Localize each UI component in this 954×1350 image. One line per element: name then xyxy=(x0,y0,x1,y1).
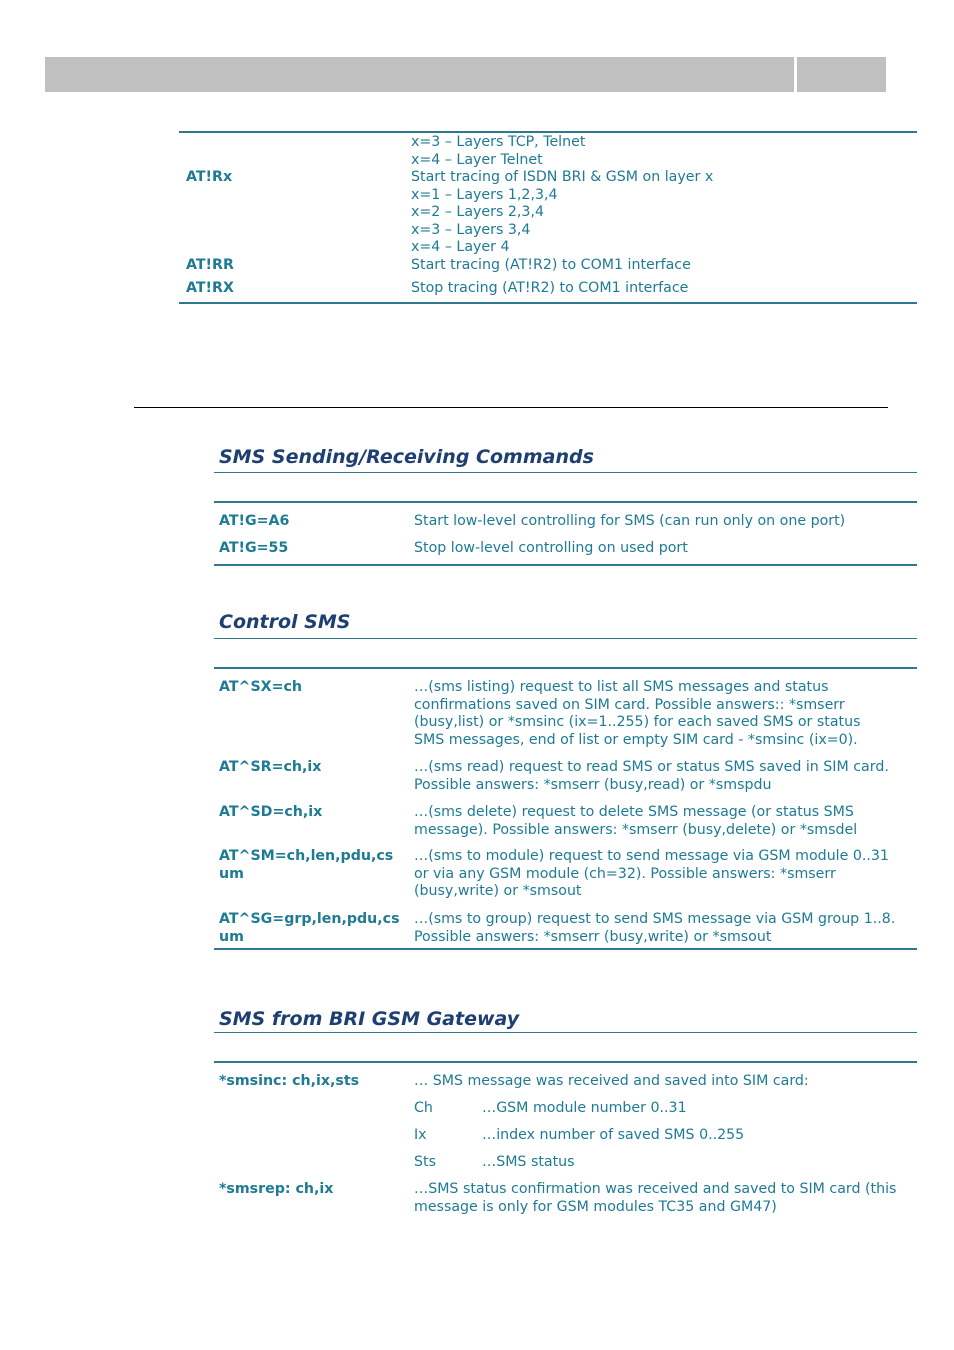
command-at-rx-stop: AT!RX xyxy=(186,280,234,296)
trace-row-1-desc xyxy=(411,169,713,257)
command-at-sg xyxy=(219,911,400,946)
desc-line: Start low-level controlling for SMS (can run only on one port) xyxy=(414,513,846,529)
param-desc-ix: …index number of saved SMS 0..255 xyxy=(482,1127,745,1143)
desc-line: …SMS status confirmation was received and saved to SIM card (this xyxy=(414,1181,897,1197)
control-row-0-desc xyxy=(414,679,860,749)
param-desc-ch: …GSM module number 0..31 xyxy=(482,1100,687,1116)
cmd-line: AT^SX=ch xyxy=(219,679,302,695)
desc-line: …(sms delete) request to delete SMS message (or status SMS xyxy=(414,804,854,820)
trace-table-bottom-rule xyxy=(179,302,917,304)
response-smsinc: *smsinc: ch,ix,sts xyxy=(219,1073,360,1089)
sms-sending-table-top-rule xyxy=(214,501,917,503)
desc-line: Start tracing of ISDN BRI & GSM on layer x xyxy=(411,169,714,185)
heading-underline xyxy=(214,638,917,639)
sms-sending-row-1-desc xyxy=(414,540,688,558)
section-title-sms-sending: SMS Sending/Receiving Commands xyxy=(219,446,594,468)
heading-underline xyxy=(214,1032,917,1033)
desc-line: message is only for GSM modules TC35 and GM47) xyxy=(414,1198,777,1215)
control-sms-table-bottom-rule xyxy=(214,948,917,950)
desc-line: x=3 – Layers 3,4 xyxy=(411,221,531,238)
desc-line: Stop tracing (AT!R2) to COM1 interface xyxy=(411,280,689,296)
heading-underline xyxy=(214,472,917,473)
desc-line: (busy,write) or *smsout xyxy=(414,883,582,900)
command-at-rr: AT!RR xyxy=(186,257,234,273)
param-name-sts: Sts xyxy=(414,1154,436,1170)
control-sms-table-top-rule xyxy=(214,667,917,669)
gateway-table-top-rule xyxy=(214,1061,917,1063)
control-row-3-desc xyxy=(414,848,889,901)
command-at-sx xyxy=(219,679,302,695)
command-at-g-55: AT!G=55 xyxy=(219,540,289,556)
desc-line: x=1 – Layers 1,2,3,4 xyxy=(411,186,558,203)
cmd-line: AT^SM=ch,len,pdu,cs xyxy=(219,848,394,864)
sms-sending-row-0-desc xyxy=(414,513,845,531)
desc-line: Possible answers: *smserr (busy,read) or *smspdu xyxy=(414,776,772,793)
trace-table-top-rule xyxy=(179,131,917,133)
cmd-line: um xyxy=(219,865,244,882)
command-at-sr xyxy=(219,759,321,775)
sms-sending-table-bottom-rule xyxy=(214,564,917,566)
command-at-rx: AT!Rx xyxy=(186,169,233,185)
section-title-sms-from-gateway: SMS from BRI GSM Gateway xyxy=(219,1008,520,1030)
trace-row-2-desc xyxy=(411,257,691,275)
page-header-bar xyxy=(45,57,794,92)
section-divider xyxy=(134,407,888,408)
command-at-g-a6: AT!G=A6 xyxy=(219,513,290,529)
desc-line: confirmations saved on SIM card. Possible answers:: *smserr xyxy=(414,696,845,713)
desc-line: …(sms to module) request to send message via GSM module 0..31 xyxy=(414,848,889,864)
desc-line: (busy,list) or *smsinc (ix=1..255) for each saved SMS or status xyxy=(414,714,861,731)
desc-line: Possible answers: *smserr (busy,write) or *smsout xyxy=(414,928,772,945)
cmd-line: AT^SG=grp,len,pdu,cs xyxy=(219,911,400,927)
desc-line: SMS messages, end of list or empty SIM card - *smsinc (ix=0). xyxy=(414,731,858,748)
param-name-ch: Ch xyxy=(414,1100,433,1116)
command-at-sm xyxy=(219,848,393,883)
desc-line: …(sms read) request to read SMS or status SMS saved in SIM card. xyxy=(414,759,889,775)
control-row-4-desc xyxy=(414,911,895,946)
desc-line: x=3 – Layers TCP, Telnet xyxy=(411,134,586,150)
desc-line: or via any GSM module (ch=32). Possible answers: *smserr xyxy=(414,865,836,882)
page-number-box xyxy=(797,57,886,92)
command-at-sd xyxy=(219,804,322,820)
smsrep-desc xyxy=(414,1181,896,1216)
control-row-1-desc xyxy=(414,759,889,794)
control-row-2-desc xyxy=(414,804,857,839)
cmd-line: um xyxy=(219,928,244,945)
trace-row-3-desc xyxy=(411,280,688,298)
desc-line: …(sms to group) request to send SMS message via GSM group 1..8. xyxy=(414,911,896,927)
desc-line: x=4 – Layer Telnet xyxy=(411,151,543,168)
desc-line: Stop low-level controlling on used port xyxy=(414,540,688,556)
desc-line: Start tracing (AT!R2) to COM1 interface xyxy=(411,257,691,273)
cmd-line: AT^SR=ch,ix xyxy=(219,759,322,775)
smsinc-desc: … SMS message was received and saved into SIM card: xyxy=(414,1073,809,1089)
section-title-control-sms: Control SMS xyxy=(219,611,351,633)
desc-line: …(sms listing) request to list all SMS messages and status xyxy=(414,679,829,695)
desc-line: x=4 – Layer 4 xyxy=(411,239,510,256)
response-smsrep: *smsrep: ch,ix xyxy=(219,1181,334,1197)
desc-line: x=2 – Layers 2,3,4 xyxy=(411,204,544,221)
cmd-line: AT^SD=ch,ix xyxy=(219,804,323,820)
param-name-ix: Ix xyxy=(414,1127,427,1143)
param-desc-sts: …SMS status xyxy=(482,1154,575,1170)
trace-row-0-desc xyxy=(411,134,585,169)
desc-line: message). Possible answers: *smserr (busy,delete) or *smsdel xyxy=(414,821,858,838)
